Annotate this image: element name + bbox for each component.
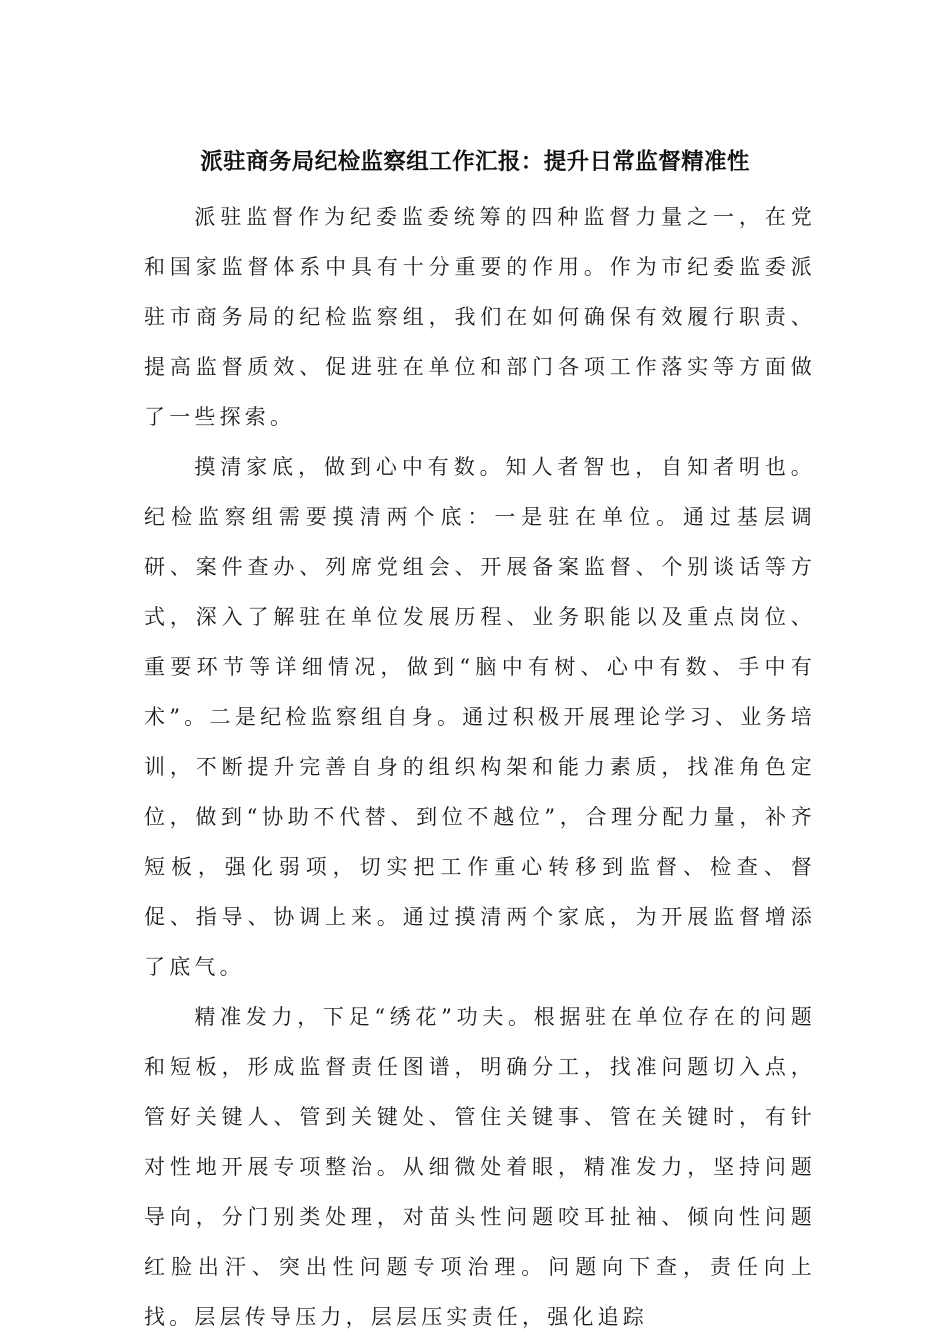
paragraph-precise-effort: 精准发力，下足“绣花”功夫。根据驻在单位存在的问题和短板，形成监督责任图谱，明确分工，找准问题切入点，管好关键人、管到关键处、管住关键事、管在关键时，有针对性地开展专项整治。从细微处着眼，精准发力，坚持问题导向，分门别类处理，对苗头性问题咬耳扯袖、倾向性问题红脸出汗、突出性问题专项治理。问题向下查，责任向上找。层层传导压力，层层压实责任，强化追踪: [144, 1005, 816, 1329]
paragraph-intro: 派驻监督作为纪委监委统筹的四种监督力量之一，在党和国家监督体系中具有十分重要的作用。作为市纪委监委派驻市商务局的纪检监察组，我们在如何确保有效履行职责、提高监督质效、促进驻在单位和部门各项工作落实等方面做了一些探索。: [144, 205, 816, 429]
document-title: 派驻商务局纪检监察组工作汇报：提升日常监督精准性: [200, 149, 750, 175]
paragraph-know-the-basics: 摸清家底，做到心中有数。知人者智也，自知者明也。纪检监察组需要摸清两个底：一是驻在单位。通过基层调研、案件查办、列席党组会、开展备案监督、个别谈话等方式，深入了解驻在单位发展历程、业务职能以及重点岗位、重要环节等详细情况，做到“脑中有树、心中有数、手中有术”。二是纪检监察组自身。通过积极开展理论学习、业务培训，不断提升完善自身的组织构架和能力素质，找准角色定位，做到“协助不代替、到位不越位”，合理分配力量，补齐短板，强化弱项，切实把工作重心转移到监督、检查、督促、指导、协调上来。通过摸清两个家底，为开展监督增添了底气。: [144, 455, 816, 979]
document-body: [144, 192, 816, 1342]
